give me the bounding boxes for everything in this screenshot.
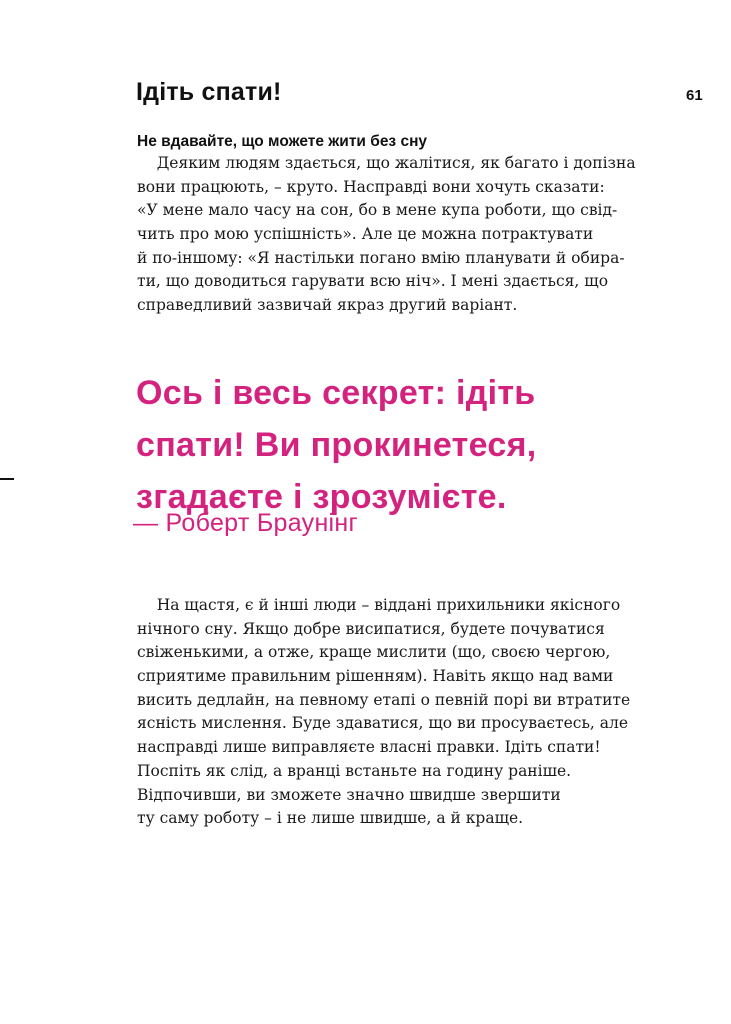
paragraph-line: свіженькими, а отже, краще мислити (що, своєю чергою, [137, 643, 611, 662]
paragraph-line: «У мене мало часу на сон, бо в мене купа роботи, що свід- [137, 201, 618, 220]
paragraph-line: чить про мою успішність». Але це можна потрактувати [137, 225, 594, 244]
paragraph-line: нічного сну. Якщо добре висипатися, будете почуватися [137, 619, 605, 638]
paragraph-line: Деяким людям здається, що жалітися, як багато і допізна [137, 154, 636, 172]
quote-attribution: — Роберт Браунінг [133, 509, 358, 537]
paragraph-line: ти, що доводиться гарувати всю ніч». І мені здається, що [137, 272, 609, 291]
paragraph-2 [137, 594, 647, 831]
quote-line: Ось і весь секрет: ідіть [136, 374, 536, 412]
paragraph-line: ту саму роботу – і не лише швидше, а й краще. [137, 809, 524, 828]
paragraph-line: сприятиме правильним рішенням). Навіть якщо над вами [137, 667, 614, 686]
paragraph-line: справедливий зазвичай якраз другий варіант. [137, 296, 518, 315]
paragraph-line: Відпочивши, ви зможете значно швидше звершити [137, 785, 561, 804]
paragraph-line: висить дедлайн, на певному етапі о певній порі ви втратите [137, 690, 631, 709]
paragraph-line: й по-іншому: «Я настільки погано вмію планувати й обира- [137, 248, 625, 267]
quote-line: згадаєте і зрозумієте. [136, 478, 507, 516]
section-subtitle: Не вдавайте, що можете жити без сну [137, 133, 428, 150]
paragraph-line: насправді лише виправляєте власні правки. Ідіть спати! [137, 738, 601, 757]
page-number: 61 [686, 87, 703, 104]
paragraph-1 [137, 152, 647, 318]
pull-quote [136, 367, 536, 523]
paragraph-line: ясність мислення. Буде здаватися, що ви просуваєтесь, але [137, 714, 628, 733]
chapter-title: Ідіть спати! [136, 78, 282, 106]
paragraph-line: вони працюють, – круто. Насправді вони хочуть сказати: [137, 177, 605, 196]
paragraph-line: Поспіть як слід, а вранці встаньте на годину раніше. [137, 761, 572, 780]
quote-line: спати! Ви прокинетеся, [136, 426, 537, 464]
paragraph-line: На щастя, є й інші люди – віддані прихильники якісного [137, 596, 621, 614]
margin-rule [0, 478, 14, 480]
